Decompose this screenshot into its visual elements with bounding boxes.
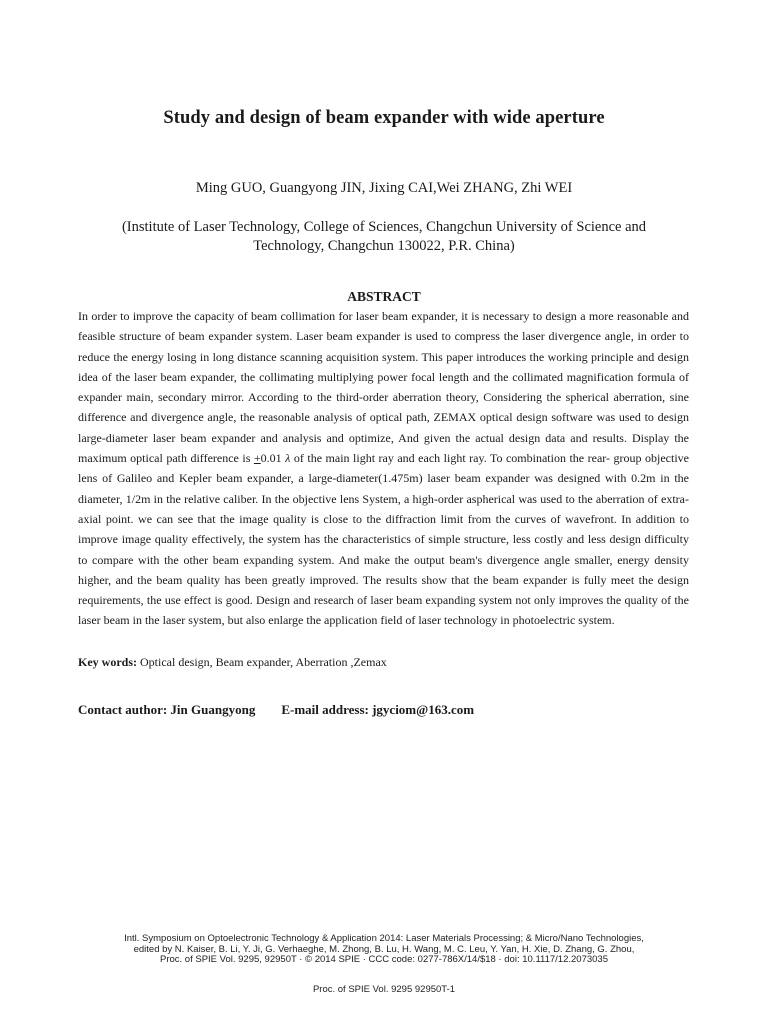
contact-line [78,702,689,718]
abstract-text-part2: of the main light ray and each light ray. To combination the rear- group objective lens of Galileo and Kepler beam expander, a large-diameter(1.475m) laser beam expander was designed with 0.2m in the diameter, 1/2m in the relative caliber. In the objective lens System, a high-order aspherical was used to the aberration of extra-axial point. we can see that the image quality is close to the diffraction limit from the curves of wavefront. In addition to improve image quality effectively, the system has the characteristics of simple structure, less costly and less design difficulty to compare with the other beam expanding system. And make the output beam's divergence angle smaller, energy density higher, and the beam quality has been greatly improved. The results show that the beam expander is fully meet the design requirements, the use effect is good. Design and research of laser beam expanding system not only improves the quality of the laser beam in the laser system, but also enlarge the application field of laser technology in photoelectric system. [78,451,689,628]
page-number: Proc. of SPIE Vol. 9295 92950T-1 [312,984,456,995]
keywords-text: Optical design, Beam expander, Aberration ,Zemax [137,655,387,669]
contact-author: Contact author: Jin Guangyong [78,702,256,717]
abstract-text [78,306,689,631]
footer-line-3: Proc. of SPIE Vol. 9295, 92950T · © 2014 SPIE · CCC code: 0277-786X/14/$18 · doi: 10.1117/12.2073035 [160,954,608,965]
citation-footer [40,934,728,966]
affiliation: (Institute of Laser Technology, College of Sciences, Changchun University of Science and Technology, Changchun 130022, P.R. China) [121,219,647,254]
abstract-opd-value: 0.01 [260,451,286,466]
email-address: E-mail address: jgyciom@163.com [281,702,475,717]
author-list: Ming GUO, Guangyong JIN, Jixing CAI,Wei ZHANG, Zhi WEI [195,180,573,196]
footer-line-1: Intl. Symposium on Optoelectronic Technology & Application 2014: Laser Materials Processing; & Micro/Nano Technologies, [124,933,644,944]
lambda-symbol: λ [285,451,291,466]
keywords-label: Key words: [78,655,137,669]
keywords-line [78,655,689,670]
paper-title: Study and design of beam expander with wide aperture [163,108,605,128]
footer-line-2: edited by N. Kaiser, B. Li, Y. Ji, G. Verhaeghe, M. Zhong, B. Lu, H. Wang, M. C. Leu, Y. Yan, H. Xie, D. Zhang, G. Zhou, [133,943,635,955]
abstract-heading: ABSTRACT [347,289,421,304]
abstract-text-part1: In order to improve the capacity of beam collimation for laser beam expander, it is necessary to design a more reasonable and feasible structure of beam expander system. Laser beam expander is used to compress the laser divergence angle, in order to reduce the energy losing in long distance scanning acquisition system. This paper introduces the working principle and design idea of the laser beam expander, the collimating multiplying power focal length and the collimated magnification formula of expander main, secondary mirror. According to the third-order aberration theory, Considering the spherical aberration, sine difference and divergence angle, the reasonable analysis of optical path, ZEMAX optical design software was used to design large-diameter laser beam expander and analysis and optimize, And given the actual design data and results. Display the maximum optical path difference is [78,309,689,466]
plus-minus-sign: + [253,451,261,466]
